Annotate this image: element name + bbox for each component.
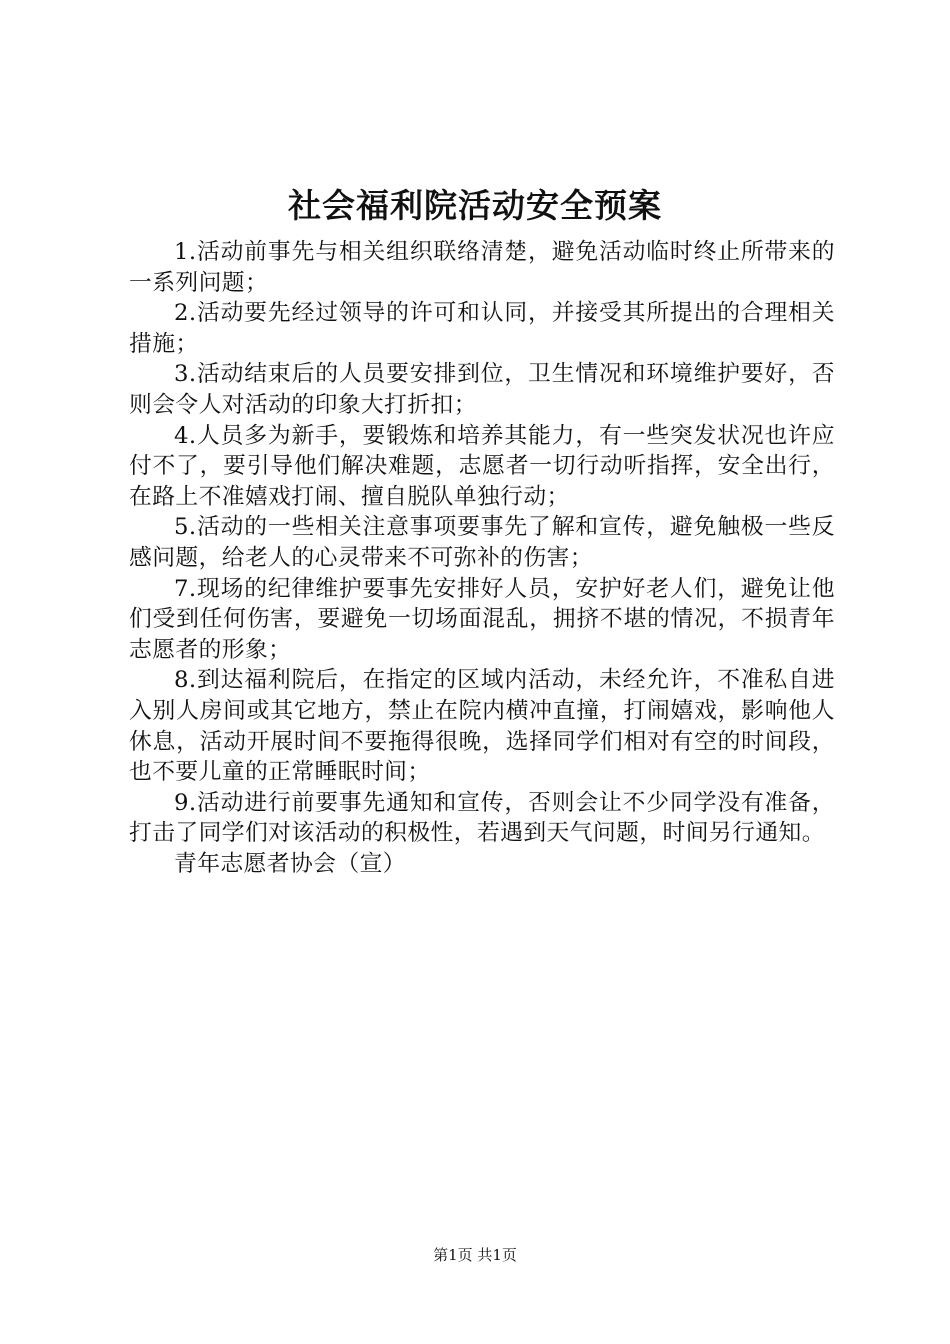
paragraph-5: 5.活动的一些相关注意事项要事先了解和宣传，避免触极一些反感问题，给老人的心灵带来不可弥补的伤害；: [129, 514, 835, 571]
page-footer: 第1页 共1页: [433, 1246, 517, 1264]
paragraph-9: 9.活动进行前要事先通知和宣传，否则会让不少同学没有准备，打击了同学们对该活动的积极性，若遇到天气问题，时间另行通知。: [129, 789, 835, 847]
paragraph-2: 2.活动要先经过领导的许可和认同，并接受其所提出的合理相关措施；: [129, 300, 835, 357]
signature-line: 青年志愿者协会（宣）: [174, 850, 406, 877]
paragraph-7: 7.现场的纪律维护要事先安排好人员，安护好老人们，避免让他们受到任何伤害，要避免一切场面混乱，拥挤不堪的情况，不损青年志愿者的形象；: [129, 575, 835, 663]
document-title: 社会福利院活动安全预案: [288, 186, 662, 225]
document-body: [129, 237, 835, 879]
paragraph-1: 1.活动前事先与相关组织联络清楚，避免活动临时终止所带来的一系列问题；: [129, 239, 835, 296]
paragraph-3: 3.活动结束后的人员要安排到位，卫生情况和环境维护要好，否则会令人对活动的印象大打折扣；: [129, 361, 835, 418]
paragraph-8: 8.到达福利院后，在指定的区域内活动，未经允许，不准私自进入别人房间或其它地方，禁止在院内横冲直撞，打闹嬉戏，影响他人休息，活动开展时间不要拖得很晚，选择同学们相对有空的时间段，也不要儿童的正常睡眠时间；: [129, 667, 835, 786]
paragraph-4: 4.人员多为新手，要锻炼和培养其能力，有一些突发状况也许应付不了，要引导他们解决难题，志愿者一切行动听指挥，安全出行，在路上不准嬉戏打闹、擅自脱队单独行动；: [129, 422, 835, 510]
